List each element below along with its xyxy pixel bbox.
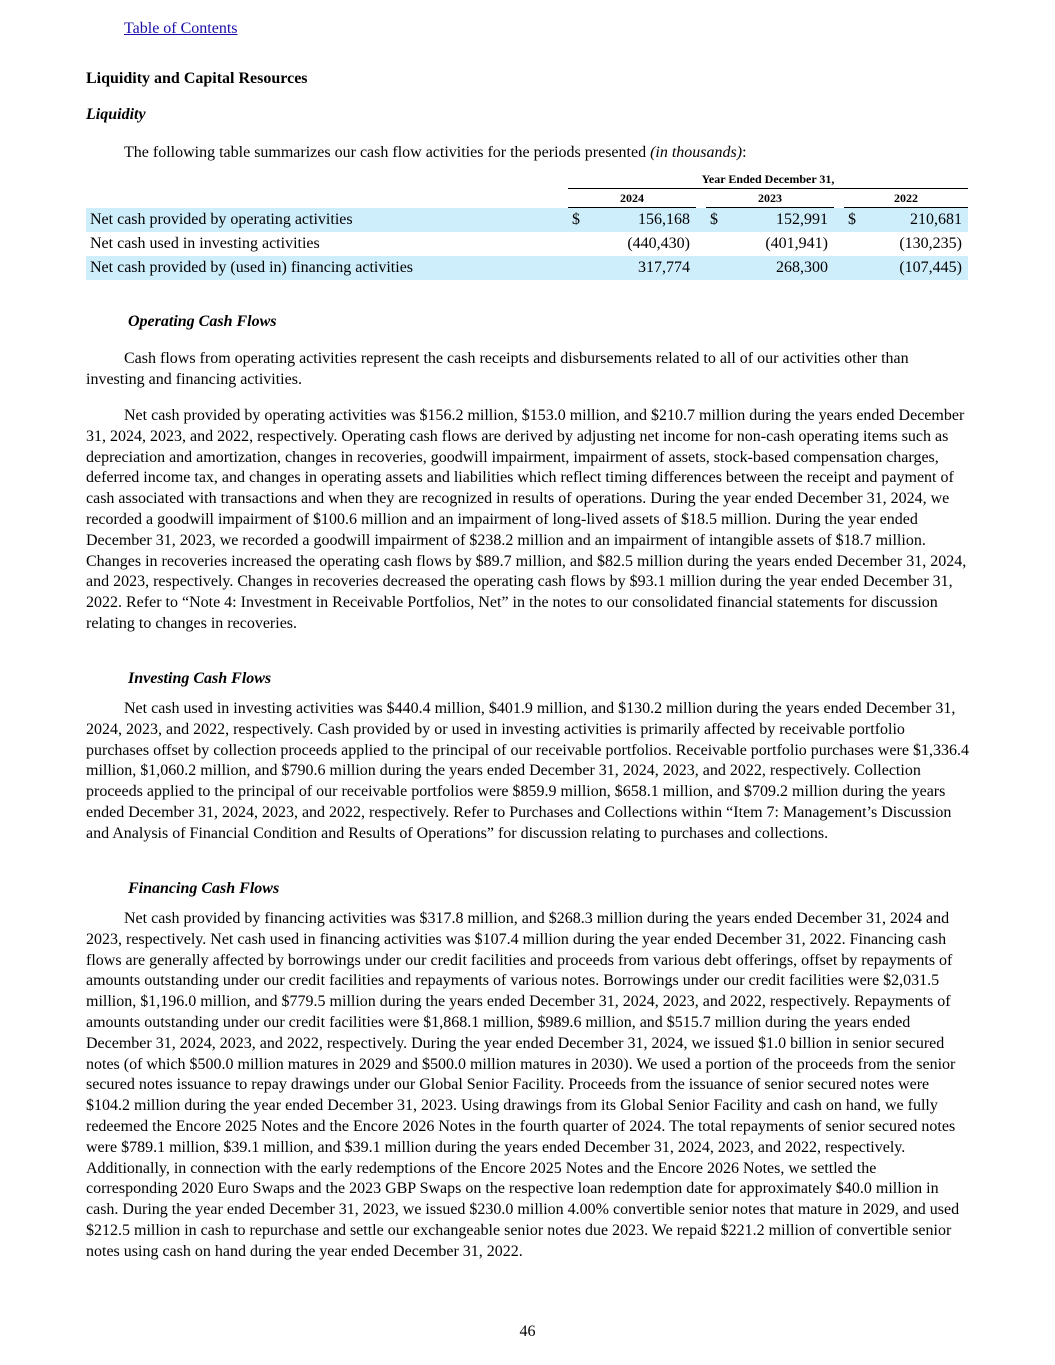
currency-symbol: $ [844,208,864,233]
table-row [86,232,968,256]
financing-paragraph: Net cash provided by financing activities was $317.8 million, and $268.3 million during the years ended December 31, 2024 and 2023, respectively. Net cash used in financing activities was $107.4 million during the year ended December 31, 2022. Financing cash flows are generally affected by borrowings under our credit facilities and proceeds from various debt offerings, offset by repayments of amounts outstanding under our credit facilities and repayments of various notes. Borrowings under our credit facilities were $2,031.5 million, $1,196.0 million, and $779.5 million during the years ended December 31, 2024, 2023, and 2022, respectively. Repayments of amounts outstanding under our credit facilities were $1,868.1 million, $989.6 million, and $515.7 million during the years ended December 31, 2024, 2023, and 2022, respectively. During the year ended December 31, 2024, we issued $1.0 billion in senior secured notes (of which $500.0 million matures in 2029 and $500.0 million matures in 2030). We used a portion of the proceeds from the senior secured notes issuance to repay drawings under our Global Senior Facility. Proceeds from the issuance of senior secured notes were $104.2 million during the year ended December 31, 2023. Using drawings from its Global Senior Facility and cash on hand, we fully redeemed the Encore 2025 Notes and the Encore 2026 Notes in the fourth quarter of 2024. The total repayments of senior secured notes were $789.1 million, $39.1 million, and $39.1 million during the years ended December 31, 2024, 2023, and 2022, respectively. Additionally, in connection with the early redemptions of the Encore 2025 Notes and the Encore 2026 Notes, we settled the corresponding 2020 Euro Swaps and the 2023 GBP Swaps on the respective loan redemption date for approximately $40.0 million in cash. During the year ended December 31, 2023, we issued $230.0 million 4.00% convertible senior notes that mature in 2029, and used $212.5 million in cash to repurchase and settle our exchangeable senior notes due 2023. We repaid $221.2 million of convertible senior notes using cash on hand during the year ended December 31, 2022. [86,910,960,1260]
table-row [86,256,968,280]
investing-cash-flows-heading: Investing Cash Flows [128,670,272,687]
year-header: 2022 [844,189,968,208]
cell-value: 268,300 [726,256,834,280]
intro-paragraph [124,144,747,162]
cell-value: (401,941) [765,235,828,252]
cell-value: 152,991 [726,208,834,233]
cell-value: (130,235) [899,235,962,252]
table-row [86,208,968,233]
row-label: Net cash provided by operating activities [86,208,568,233]
year-header: 2023 [706,189,834,208]
page-number: 46 [519,1323,536,1340]
operating-paragraph-1: Cash flows from operating activities represent the cash receipts and disbursements related to all of our activities other than investing and financing activities. [86,350,909,388]
year-header: 2024 [568,189,696,208]
cell-value: 156,168 [588,208,696,233]
intro-colon: : [742,144,747,161]
intro-units: (in thousands) [650,144,743,161]
financing-cash-flows-heading: Financing Cash Flows [128,880,280,897]
cash-flow-table [86,170,968,280]
currency-symbol: $ [706,208,726,233]
cell-value: 210,681 [864,208,968,233]
cell-value: (107,445) [864,256,968,280]
operating-paragraph-2: Net cash provided by operating activities was $156.2 million, $153.0 million, and $210.7 million during the years ended December 31, 2024, 2023, and 2022, respectively. Operating cash flows are derived by adjusting net income for non-cash operating items such as depreciation and amortization, changes in recoveries, goodwill impairment, impairment of assets, stock-based compensation charges, deferred income tax, and changes in operating assets and liabilities which reflect timing differences between the receipt and payment of cash associated with transactions and when they are recognized in results of operations. During the year ended December 31, 2024, we recorded a goodwill impairment of $100.6 million and an impairment of long-lived assets of $18.5 million. During the year ended December 31, 2023, we recorded a goodwill impairment of $238.2 million and an impairment of intangible assets of $18.7 million. Changes in recoveries increased the operating cash flows by $89.7 million, and $82.5 million during the years ended December 31, 2024, and 2023, respectively. Changes in recoveries decreased the operating cash flows by $93.1 million during the year ended December 31, 2022. Refer to “Note 4: Investment in Receivable Portfolios, Net” in the notes to our consolidated financial statements for discussion relating to changes in recoveries. [86,407,967,632]
year-group-header: Year Ended December 31, [568,170,968,189]
currency-symbol: $ [568,208,588,233]
intro-text: The following table summarizes our cash flow activities for the periods presented [124,144,651,161]
table-of-contents-link[interactable]: Table of Contents [124,20,238,37]
investing-paragraph: Net cash used in investing activities was $440.4 million, $401.9 million, and $130.2 million during the years ended December 31, 2024, 2023, and 2022, respectively. Cash provided by or used in investing activities is primarily affected by receivable portfolio purchases offset by collection proceeds applied to the principal of our receivable portfolios. Receivable portfolio purchases were $1,336.4 million, $1,060.2 million, and $790.6 million during the years ended December 31, 2024, 2023, and 2022, respectively. Collection proceeds applied to the principal of our receivable portfolios were $859.9 million, $658.1 million, and $709.2 million during the years ended December 31, 2024, 2023, and 2022, respectively. Refer to Purchases and Collections within “Item 7: Management’s Discussion and Analysis of Financial Condition and Results of Operations” for discussion relating to purchases and collections. [86,700,969,842]
subsection-title: Liquidity [86,106,146,123]
operating-cash-flows-heading: Operating Cash Flows [128,313,277,330]
cell-value: (440,430) [627,235,690,252]
row-label: Net cash used in investing activities [90,235,320,252]
row-label: Net cash provided by (used in) financing activities [86,256,568,280]
section-title: Liquidity and Capital Resources [86,70,308,87]
cell-value: 317,774 [588,256,696,280]
